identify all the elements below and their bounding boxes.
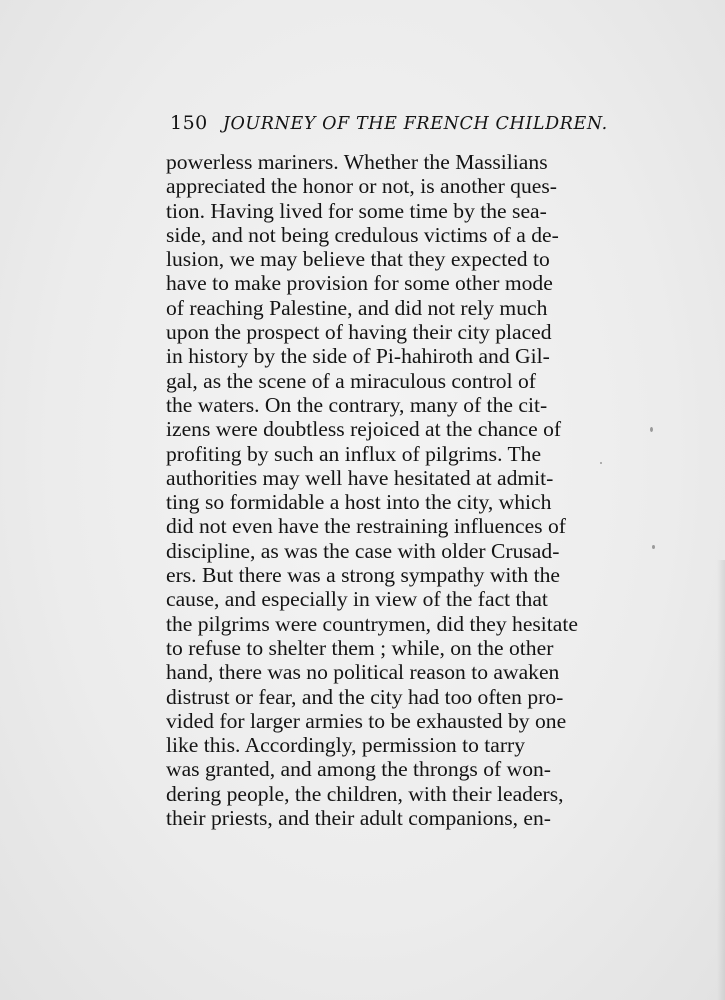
text-line: distrust or fear, and the city had too often pro- bbox=[166, 684, 564, 709]
text-line: authorities may well have hesitated at admit- bbox=[166, 465, 554, 490]
text-line: like this. Accordingly, permission to tarry bbox=[166, 733, 526, 758]
paper-speck bbox=[652, 545, 655, 549]
text-line: ers. But there was a strong sympathy with the bbox=[166, 563, 561, 588]
text-line: hand, there was no political reason to awaken bbox=[166, 660, 560, 685]
text-line: their priests, and their adult companions, en- bbox=[166, 806, 551, 831]
page-edge-shadow bbox=[717, 560, 725, 1000]
paper-speck bbox=[600, 462, 602, 464]
page-header bbox=[170, 112, 608, 138]
text-line: powerless mariners. Whether the Massilians bbox=[166, 150, 548, 174]
body-paragraph bbox=[166, 150, 584, 830]
text-line: side, and not being credulous victims of a de- bbox=[166, 222, 559, 247]
text-line: appreciated the honor or not, is another ques- bbox=[166, 174, 557, 199]
text-line: ting so formidable a host into the city, which bbox=[166, 490, 552, 515]
text-line: profiting by such an influx of pilgrims. The bbox=[166, 441, 542, 466]
text-line: have to make provision for some other mode bbox=[166, 271, 553, 296]
running-title: JOURNEY OF THE FRENCH CHILDREN. bbox=[222, 114, 608, 134]
text-line: the waters. On the contrary, many of the cit- bbox=[166, 392, 548, 417]
text-line: did not even have the restraining influences of bbox=[166, 514, 566, 539]
text-line: to refuse to shelter them ; while, on the other bbox=[166, 635, 554, 660]
paper-speck bbox=[650, 427, 653, 432]
text-line: discipline, as was the case with older Crusad- bbox=[166, 538, 560, 563]
text-line: gal, as the scene of a miraculous control of bbox=[166, 368, 536, 393]
text-line: dering people, the children, with their leaders, bbox=[166, 781, 564, 806]
text-line: cause, and especially in view of the fact that bbox=[166, 587, 548, 612]
text-line: izens were doubtless rejoiced at the chance of bbox=[166, 417, 562, 442]
text-line: the pilgrims were countrymen, did they hesitate bbox=[166, 611, 578, 636]
text-line: upon the prospect of having their city placed bbox=[166, 320, 552, 345]
text-line: lusion, we may believe that they expected to bbox=[166, 247, 550, 272]
text-line: tion. Having lived for some time by the sea- bbox=[166, 198, 547, 223]
text-line: was granted, and among the throngs of won- bbox=[166, 757, 551, 782]
text-line: in history by the side of Pi-hahiroth and Gil- bbox=[166, 344, 550, 369]
text-line: vided for larger armies to be exhausted by one bbox=[166, 708, 567, 733]
text-line: of reaching Palestine, and did not rely much bbox=[166, 295, 548, 320]
page-number: 150 bbox=[170, 112, 208, 134]
